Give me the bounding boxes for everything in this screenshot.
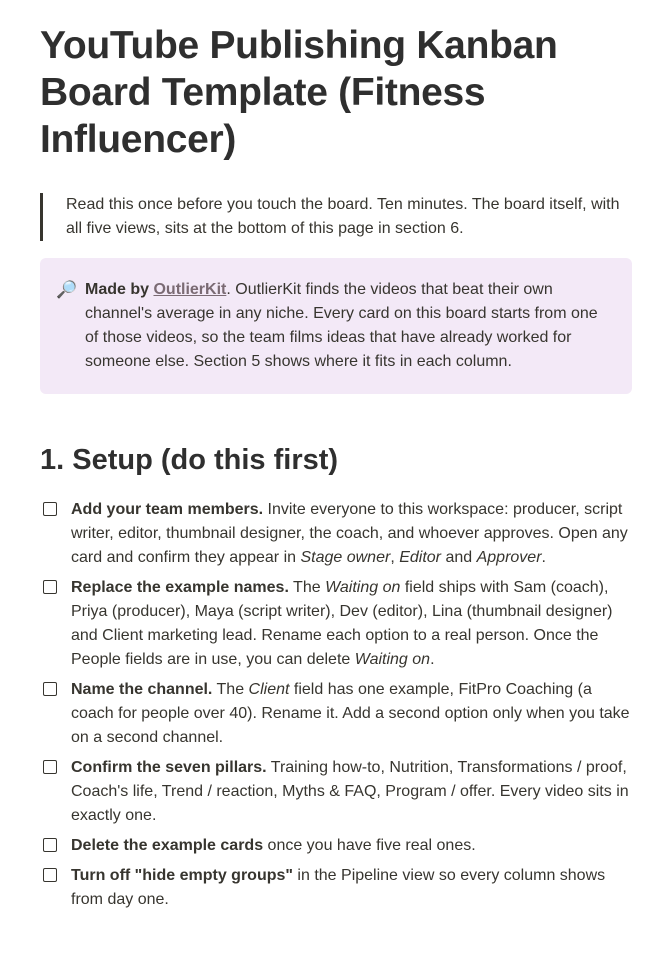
todo-bold: Turn off "hide empty groups" (71, 867, 293, 884)
todo-span: , (390, 549, 400, 566)
todo-bold: Add your team members. (71, 501, 264, 518)
todo-item-seven-pillars (40, 756, 632, 828)
outlierkit-callout (40, 258, 632, 394)
todo-bold: Delete the example cards (71, 837, 264, 854)
todo-italic: Approver (476, 549, 542, 566)
todo-span: in the Pipeline view so every column shows from day one. (71, 867, 606, 908)
todo-italic: Stage owner (300, 549, 391, 566)
todo-item-name-channel (40, 678, 632, 750)
todo-span: Training how-to, Nutrition, Transformations / proof, Coach's life, Trend / reaction, Myths & FAQ, Program / offer. Every video sits in exactly one. (71, 759, 629, 824)
todo-span: . (430, 651, 435, 668)
todo-italic: Waiting on (354, 651, 431, 668)
todo-checkbox[interactable] (43, 682, 57, 696)
todo-text (71, 864, 632, 912)
todo-item-delete-examples (40, 834, 632, 858)
todo-span: and (441, 549, 477, 566)
todo-item-team-members (40, 498, 632, 570)
todo-text (71, 678, 632, 750)
todo-span: field has one example, FitPro Coaching (a coach for people over 40). Rename it. Add a second option only when you take on a second channel. (71, 681, 630, 746)
todo-text (71, 576, 632, 672)
magnifier-icon: 🔎 (56, 280, 78, 299)
outlierkit-link[interactable]: OutlierKit (153, 281, 227, 298)
setup-heading: 1. Setup (do this first) (40, 444, 339, 476)
todo-bold: Name the channel. (71, 681, 213, 698)
quote-text: Read this once before you touch the board. Ten minutes. The board itself, with all five views, sits at the bottom of this page in section 6. (66, 196, 620, 237)
todo-text (71, 834, 476, 858)
todo-checkbox[interactable] (43, 868, 57, 882)
todo-checkbox[interactable] (43, 502, 57, 516)
intro-quote (40, 193, 632, 241)
page-title: YouTube Publishing Kanban Board Template (Fitness Influencer) (40, 24, 558, 161)
todo-bold: Replace the example names. (71, 579, 289, 596)
callout-text (85, 278, 612, 374)
todo-checkbox[interactable] (43, 580, 57, 594)
todo-span: Invite everyone to this workspace: producer, script writer, editor, thumbnail designer, the coach, and whoever approves. Open any card and confirm they appear in (71, 501, 628, 566)
todo-span: once you have five real ones. (263, 837, 476, 854)
todo-italic: Waiting on (325, 579, 401, 596)
callout-body: . OutlierKit finds the videos that beat their own channel's average in any niche. Every card on this board starts from one of those videos, so the team films ideas that have already worked for someone else. Section 5 shows where it fits in each column. (85, 281, 598, 370)
todo-text (71, 756, 632, 828)
todo-text (71, 498, 632, 570)
callout-lead: Made by (85, 281, 154, 298)
todo-span: The (212, 681, 249, 698)
todo-italic: Client (248, 681, 290, 698)
todo-bold: Confirm the seven pillars. (71, 759, 267, 776)
todo-item-hide-empty-groups (40, 864, 632, 912)
todo-checkbox[interactable] (43, 760, 57, 774)
todo-span: . (541, 549, 546, 566)
todo-span: The (288, 579, 326, 596)
todo-checkbox[interactable] (43, 838, 57, 852)
todo-span: field ships with Sam (coach), Priya (producer), Maya (script writer), Dev (editor), Lina (thumbnail designer) and Client marketing lead. Rename each option to a real person. Once the People fields are in use, you can delete (71, 579, 613, 668)
todo-italic: Editor (399, 549, 441, 566)
todo-item-example-names (40, 576, 632, 672)
